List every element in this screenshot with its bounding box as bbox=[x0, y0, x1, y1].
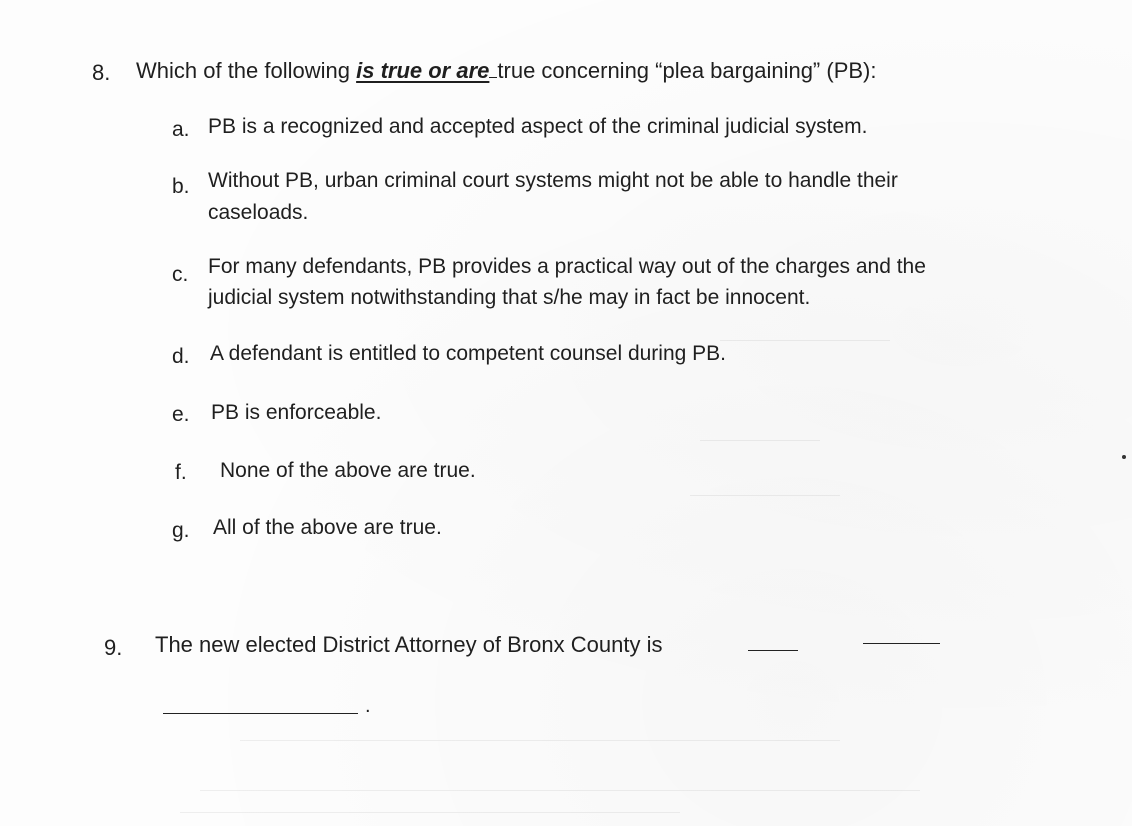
answer-blank[interactable] bbox=[863, 643, 940, 644]
bleed-through-line bbox=[200, 790, 920, 791]
option-text-continued: judicial system notwithstanding that s/he may in fact be innocent. bbox=[208, 286, 811, 309]
option-letter: a. bbox=[172, 118, 190, 141]
option-letter: f. bbox=[175, 461, 187, 484]
question-text-after: true concerning “plea bargaining” (PB): bbox=[497, 58, 877, 83]
option-text: All of the above are true. bbox=[213, 516, 442, 539]
option-letter: c. bbox=[172, 263, 189, 286]
question-text-before: Which of the following bbox=[136, 58, 357, 83]
answer-blank[interactable] bbox=[163, 713, 358, 714]
option-letter: d. bbox=[172, 345, 190, 368]
question-number: 9. bbox=[104, 635, 123, 660]
scan-speck bbox=[1122, 455, 1126, 459]
option-text-continued: caseloads. bbox=[208, 201, 309, 224]
bleed-through-line bbox=[690, 495, 840, 496]
option-letter: b. bbox=[172, 175, 190, 198]
question-emphasis: is true or are bbox=[356, 58, 490, 83]
option-letter: e. bbox=[172, 403, 190, 426]
option-text: PB is enforceable. bbox=[211, 401, 382, 424]
option-letter: g. bbox=[172, 519, 190, 542]
option-text: A defendant is entitled to competent counsel during PB. bbox=[210, 342, 727, 365]
bleed-through-line bbox=[180, 812, 680, 813]
option-text: Without PB, urban criminal court systems might not be able to handle their bbox=[208, 169, 898, 192]
option-text: None of the above are true. bbox=[220, 459, 476, 482]
question-text: The new elected District Attorney of Bronx County is bbox=[155, 632, 663, 657]
question-number: 8. bbox=[92, 60, 111, 85]
bleed-through-line bbox=[700, 440, 820, 441]
bleed-through-line bbox=[720, 340, 890, 341]
answer-blank[interactable] bbox=[748, 650, 798, 651]
option-text: For many defendants, PB provides a practical way out of the charges and the bbox=[208, 255, 926, 278]
question-stem bbox=[136, 56, 876, 86]
sentence-end-period: . bbox=[365, 695, 371, 717]
bleed-through-line bbox=[240, 740, 840, 741]
option-text: PB is a recognized and accepted aspect of the criminal judicial system. bbox=[208, 115, 868, 138]
